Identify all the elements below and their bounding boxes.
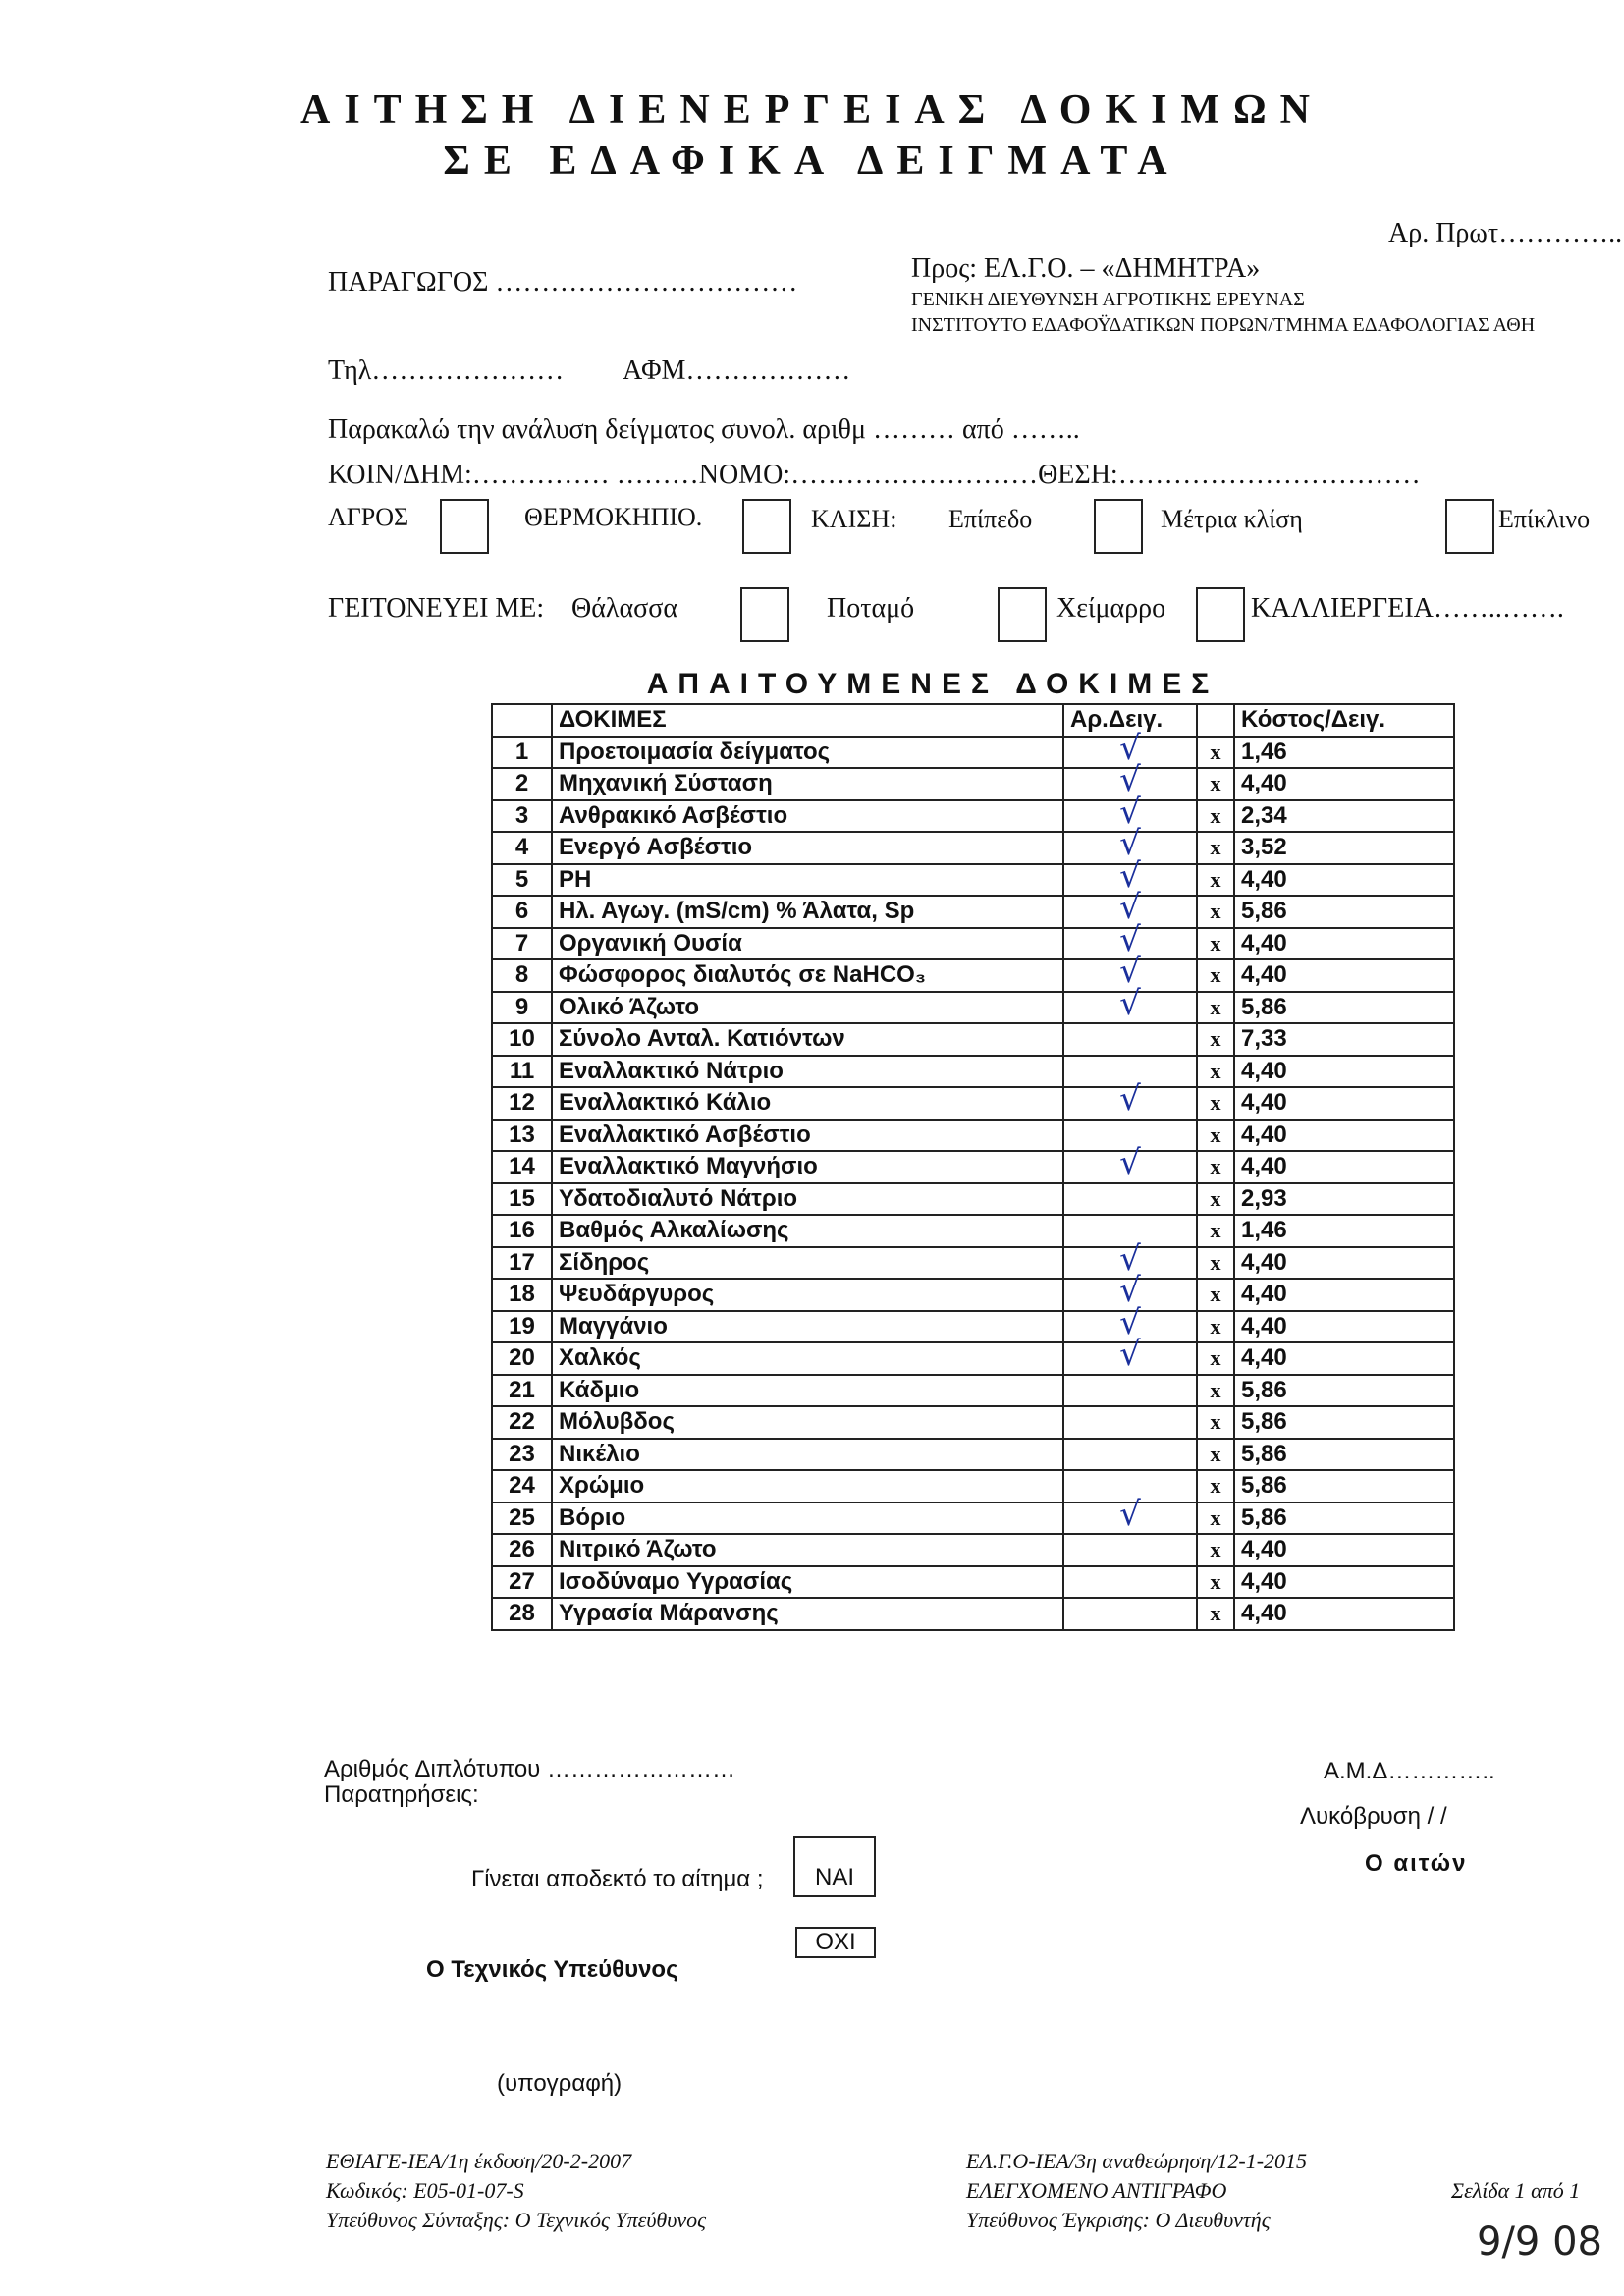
table-row (492, 1120, 1454, 1152)
test-number: 24 (492, 1470, 552, 1503)
table-row (492, 1439, 1454, 1471)
sample-count-cell[interactable] (1063, 1494, 1197, 1535)
table-row (492, 1406, 1454, 1439)
table-row (492, 1056, 1454, 1088)
test-cost: 4,40 (1234, 1247, 1454, 1280)
test-cost: 4,40 (1234, 864, 1454, 897)
test-cost: 7,33 (1234, 1023, 1454, 1056)
test-name: Βαθμός Αλκαλίωσης (552, 1215, 1063, 1247)
times-mark: x (1197, 1470, 1234, 1503)
times-mark: x (1197, 1215, 1234, 1247)
checkmark-icon: √ (1119, 760, 1141, 800)
recipient-directorate: ΓΕΝΙΚΗ ΔΙΕΥΘΥΝΣΗ ΑΓΡΟΤΙΚΗΣ ΕΡΕΥΝΑΣ (911, 289, 1305, 310)
test-cost: 2,93 (1234, 1183, 1454, 1216)
times-mark: x (1197, 832, 1234, 864)
checkmark-icon: √ (1119, 952, 1141, 992)
test-cost: 4,40 (1234, 1566, 1454, 1599)
technician-label: Ο Τεχνικός Υπεύθυνος (426, 1956, 678, 1983)
checkmark-icon: √ (1119, 792, 1141, 832)
checkmark-icon: √ (1119, 1271, 1141, 1311)
table-row (492, 1087, 1454, 1120)
test-name: Υγρασία Μάρανσης (552, 1598, 1063, 1630)
times-mark: x (1197, 1151, 1234, 1183)
footer-author: Υπεύθυνος Σύνταξης: Ο Τεχνικός Υπεύθυνος (326, 2208, 707, 2232)
test-number: 21 (492, 1375, 552, 1407)
test-cost: 1,46 (1234, 737, 1454, 769)
request-line: Παρακαλώ την ανάλυση δείγματος συνολ. αριθμ ……… από …….. (328, 414, 1080, 445)
test-name: Χρώμιο (552, 1470, 1063, 1503)
test-cost: 4,40 (1234, 768, 1454, 800)
times-mark: x (1197, 737, 1234, 769)
test-number: 15 (492, 1183, 552, 1216)
checkmark-icon: √ (1119, 1302, 1141, 1342)
test-number: 27 (492, 1566, 552, 1599)
recipient-institute: ΙΝΣΤΙΤΟΥΤΟ ΕΔΑΦΟΫΔΑΤΙΚΩΝ ΠΟΡΩΝ/ΤΜΗΜΑ ΕΔΑΦΟΛΟΓΙΑΣ ΑΘΗ (911, 314, 1536, 336)
checkbox-greenhouse[interactable] (742, 499, 791, 554)
test-cost: 4,40 (1234, 959, 1454, 992)
sample-count-cell[interactable] (1063, 1406, 1197, 1439)
times-mark: x (1197, 1375, 1234, 1407)
times-mark: x (1197, 1566, 1234, 1599)
times-mark: x (1197, 1534, 1234, 1566)
location-line: ΚΟΙΝ/ΔΗΜ:…………… ………ΝΟΜΟ:………………………ΘΕΣΗ:…………………………… (328, 460, 1421, 490)
table-row (492, 1375, 1454, 1407)
test-cost: 5,86 (1234, 1375, 1454, 1407)
test-cost: 4,40 (1234, 1279, 1454, 1311)
table-row (492, 1215, 1454, 1247)
yes-box[interactable]: ΝΑΙ (793, 1836, 876, 1897)
table-row (492, 1311, 1454, 1343)
footer-approver: Υπεύθυνος Έγκρισης: Ο Διευθυντής (966, 2208, 1271, 2232)
applicant-label: Ο αιτών (1365, 1850, 1468, 1877)
table-header-row (492, 704, 1454, 737)
checkmark-icon: √ (1119, 983, 1141, 1023)
form-title-line1: ΑΙΤΗΣΗ ΔΙΕΝΕΡΓΕΙΑΣ ΔΟΚΙΜΩΝ (299, 87, 1325, 133)
test-name: PH (552, 864, 1063, 897)
test-number: 25 (492, 1503, 552, 1535)
test-name: Ηλ. Αγωγ. (mS/cm) % Άλατα, Sp (552, 896, 1063, 928)
header-cost: Κόστος/Δειγ. (1234, 704, 1454, 737)
test-name: Οργανική Ουσία (552, 928, 1063, 960)
table-row (492, 1534, 1454, 1566)
test-cost: 5,86 (1234, 1406, 1454, 1439)
table-row (492, 800, 1454, 833)
test-number: 6 (492, 896, 552, 928)
sample-count-cell[interactable] (1063, 1023, 1197, 1056)
checkbox-flat[interactable] (1094, 499, 1143, 554)
label-steep: Επίκλινο (1498, 505, 1591, 533)
afm-field: ΑΦΜ……………… (623, 355, 851, 386)
test-name: Μηχανική Σύσταση (552, 768, 1063, 800)
test-cost: 5,86 (1234, 992, 1454, 1024)
test-number: 5 (492, 864, 552, 897)
test-name: Εναλλακτικό Νάτριο (552, 1056, 1063, 1088)
test-number: 16 (492, 1215, 552, 1247)
tests-table (491, 703, 1455, 1631)
table-row (492, 1503, 1454, 1535)
checkbox-sea[interactable] (740, 587, 789, 642)
footer-edition: ΕΘΙΑΓΕ-ΙΕΑ/1η έκδοση/20-2-2007 (326, 2149, 632, 2173)
test-number: 26 (492, 1534, 552, 1566)
checkmark-icon: √ (1119, 1143, 1141, 1183)
test-number: 18 (492, 1279, 552, 1311)
test-cost: 4,40 (1234, 1087, 1454, 1120)
test-number: 20 (492, 1342, 552, 1375)
checkmark-icon: √ (1119, 1494, 1141, 1534)
no-box[interactable]: ΟΧΙ (795, 1927, 876, 1958)
checkbox-agros[interactable] (440, 499, 489, 554)
test-name: Ισοδύναμο Υγρασίας (552, 1566, 1063, 1599)
footer-middle (966, 2147, 1307, 2235)
test-cost: 5,86 (1234, 1470, 1454, 1503)
label-crop: ΚΑΛΛΙΕΡΓΕΙΑ……..……. (1251, 593, 1564, 624)
times-mark: x (1197, 1247, 1234, 1280)
test-name: Ενεργό Ασβέστιο (552, 832, 1063, 864)
checkbox-stream[interactable] (1196, 587, 1245, 642)
label-river: Ποταμό (827, 593, 915, 624)
table-row (492, 768, 1454, 800)
test-number: 7 (492, 928, 552, 960)
sample-count-cell[interactable] (1063, 1534, 1197, 1566)
page-number: Σελίδα 1 από 1 (1451, 2178, 1581, 2203)
sample-count-cell[interactable] (1063, 1439, 1197, 1471)
place-date: Λυκόβρυση / / (1300, 1803, 1447, 1830)
test-name: Σύνολο Ανταλ. Κατιόντων (552, 1023, 1063, 1056)
test-name: Νικέλιο (552, 1439, 1063, 1471)
times-mark: x (1197, 959, 1234, 992)
table-row (492, 896, 1454, 928)
test-number: 13 (492, 1120, 552, 1152)
test-number: 22 (492, 1406, 552, 1439)
test-number: 2 (492, 768, 552, 800)
test-name: Βόριο (552, 1503, 1063, 1535)
header-tests: ΔΟΚΙΜΕΣ (552, 704, 1063, 737)
header-sample-count: Αρ.Δειγ. (1063, 704, 1197, 737)
protocol-number: Αρ. Πρωτ………….. (1388, 218, 1623, 248)
checkmark-icon: √ (1119, 1079, 1141, 1120)
test-cost: 4,40 (1234, 1120, 1454, 1152)
checkmark-icon: √ (1119, 888, 1141, 928)
table-row (492, 928, 1454, 960)
times-mark: x (1197, 864, 1234, 897)
test-number: 28 (492, 1598, 552, 1630)
sample-count-cell[interactable] (1063, 1335, 1197, 1375)
test-cost: 3,52 (1234, 832, 1454, 864)
signature-label: (υπογραφή) (497, 2070, 623, 2097)
sample-count-cell[interactable] (1063, 1079, 1197, 1120)
test-cost: 4,40 (1234, 1598, 1454, 1630)
label-sea: Θάλασσα (571, 593, 677, 624)
test-name: Χαλκός (552, 1342, 1063, 1375)
checkmark-icon: √ (1119, 728, 1141, 768)
tests-table-body (492, 728, 1454, 1630)
header-times (1197, 704, 1234, 737)
header-number (492, 704, 552, 737)
test-number: 1 (492, 737, 552, 769)
checkmark-icon: √ (1119, 919, 1141, 959)
sample-count-cell[interactable] (1063, 1143, 1197, 1183)
sample-count-cell[interactable] (1063, 1566, 1197, 1599)
test-name: Νιτρικό Άζωτο (552, 1534, 1063, 1566)
test-number: 23 (492, 1439, 552, 1471)
test-cost: 4,40 (1234, 1151, 1454, 1183)
label-slope: ΚΛΙΣΗ: (811, 505, 897, 533)
test-number: 19 (492, 1311, 552, 1343)
label-stream: Χείμαρρο (1056, 593, 1166, 624)
times-mark: x (1197, 1406, 1234, 1439)
times-mark: x (1197, 1120, 1234, 1152)
times-mark: x (1197, 1183, 1234, 1216)
times-mark: x (1197, 1056, 1234, 1088)
table-row (492, 1279, 1454, 1311)
checkmark-icon: √ (1119, 1238, 1141, 1279)
table-row (492, 1470, 1454, 1503)
accepted-question: Γίνεται αποδεκτό το αίτημα ; (471, 1866, 764, 1892)
label-neighbors: ΓΕΙΤΟΝΕΥΕΙ ΜΕ: (328, 593, 545, 624)
table-row (492, 864, 1454, 897)
test-name: Εναλλακτικό Κάλιο (552, 1087, 1063, 1120)
times-mark: x (1197, 992, 1234, 1024)
test-name: Φώσφορος διαλυτός σε NaHCO₃ (552, 959, 1063, 992)
test-name: Μόλυβδος (552, 1406, 1063, 1439)
checkmark-icon: √ (1119, 824, 1141, 864)
test-number: 10 (492, 1023, 552, 1056)
test-number: 12 (492, 1087, 552, 1120)
table-row (492, 992, 1454, 1024)
table-row (492, 1023, 1454, 1056)
test-number: 9 (492, 992, 552, 1024)
test-cost: 4,40 (1234, 1311, 1454, 1343)
times-mark: x (1197, 928, 1234, 960)
duplicate-number: Αριθμός Διπλότυπου …………………… (324, 1756, 735, 1782)
test-number: 3 (492, 800, 552, 833)
test-name: Ψευδάργυρος (552, 1279, 1063, 1311)
amd-field: Α.Μ.Δ………….. (1324, 1758, 1495, 1784)
label-moderate-slope: Μέτρια κλίση (1161, 505, 1303, 533)
times-mark: x (1197, 1023, 1234, 1056)
label-agros: ΑΓΡΟΣ (328, 503, 409, 531)
times-mark: x (1197, 1087, 1234, 1120)
test-cost: 4,40 (1234, 1534, 1454, 1566)
handwritten-date: 9/9 08 (1477, 2219, 1602, 2265)
table-row (492, 1151, 1454, 1183)
test-cost: 5,86 (1234, 1503, 1454, 1535)
footer-left (326, 2147, 706, 2235)
table-row (492, 1342, 1454, 1375)
label-greenhouse: ΘΕΡΜΟΚΗΠΙΟ. (524, 503, 703, 531)
footer-controlled-copy: ΕΛΕΓΧΟΜΕΝΟ ΑΝΤΙΓΡΑΦΟ (966, 2178, 1227, 2203)
sample-count-cell[interactable] (1063, 1598, 1197, 1630)
test-name: Μαγγάνιο (552, 1311, 1063, 1343)
test-name: Σίδηρος (552, 1247, 1063, 1280)
test-cost: 5,86 (1234, 896, 1454, 928)
test-name: Υδατοδιαλυτό Νάτριο (552, 1183, 1063, 1216)
table-row (492, 1247, 1454, 1280)
producer-field: ΠΑΡΑΓΩΓΟΣ …………………………… (328, 267, 798, 298)
times-mark: x (1197, 1342, 1234, 1375)
checkbox-river[interactable] (998, 587, 1047, 642)
sample-count-cell[interactable] (1063, 1183, 1197, 1216)
test-name: Εναλλακτικό Ασβέστιο (552, 1120, 1063, 1152)
test-name: Κάδμιο (552, 1375, 1063, 1407)
test-number: 8 (492, 959, 552, 992)
test-name: Ανθρακικό Ασβέστιο (552, 800, 1063, 833)
test-number: 14 (492, 1151, 552, 1183)
times-mark: x (1197, 1279, 1234, 1311)
table-row (492, 959, 1454, 992)
times-mark: x (1197, 800, 1234, 833)
sample-count-cell[interactable] (1063, 983, 1197, 1024)
test-name: Προετοιμασία δείγματος (552, 737, 1063, 769)
test-cost: 4,40 (1234, 1342, 1454, 1375)
phone-field: Τηλ………………… (328, 355, 565, 386)
table-row (492, 1566, 1454, 1599)
table-row (492, 1598, 1454, 1630)
footer-revision: ΕΛ.Γ.Ο-ΙΕΑ/3η αναθεώρηση/12-1-2015 (966, 2149, 1308, 2173)
form-title-line2: ΣΕ ΕΔΑΦΙΚΑ ΔΕΙΓΜΑΤΑ (443, 138, 1181, 184)
tests-heading: ΑΠΑΙΤΟΥΜΕΝΕΣ ΔΟΚΙΜΕΣ (646, 668, 1219, 700)
table-row (492, 737, 1454, 769)
table-row (492, 832, 1454, 864)
checkbox-moderate-slope[interactable] (1445, 499, 1494, 554)
test-number: 17 (492, 1247, 552, 1280)
sample-count-cell[interactable] (1063, 1375, 1197, 1407)
times-mark: x (1197, 1503, 1234, 1535)
test-cost: 4,40 (1234, 928, 1454, 960)
test-cost: 4,40 (1234, 1056, 1454, 1088)
times-mark: x (1197, 1311, 1234, 1343)
test-cost: 1,46 (1234, 1215, 1454, 1247)
test-cost: 5,86 (1234, 1439, 1454, 1471)
times-mark: x (1197, 896, 1234, 928)
footer-code: Κωδικός: Ε05-01-07-S (326, 2178, 524, 2203)
checkmark-icon: √ (1119, 1335, 1141, 1375)
remarks-label: Παρατηρήσεις: (324, 1781, 479, 1808)
times-mark: x (1197, 1598, 1234, 1630)
test-name: Ολικό Άζωτο (552, 992, 1063, 1024)
label-flat: Επίπεδο (948, 505, 1033, 533)
test-number: 4 (492, 832, 552, 864)
times-mark: x (1197, 1439, 1234, 1471)
recipient: Προς: ΕΛ.Γ.Ο. – «ΔΗΜΗΤΡΑ» (911, 253, 1261, 284)
times-mark: x (1197, 768, 1234, 800)
table-row (492, 1183, 1454, 1216)
test-cost: 2,34 (1234, 800, 1454, 833)
checkmark-icon: √ (1119, 855, 1141, 896)
test-number: 11 (492, 1056, 552, 1088)
test-name: Εναλλακτικό Μαγνήσιο (552, 1151, 1063, 1183)
